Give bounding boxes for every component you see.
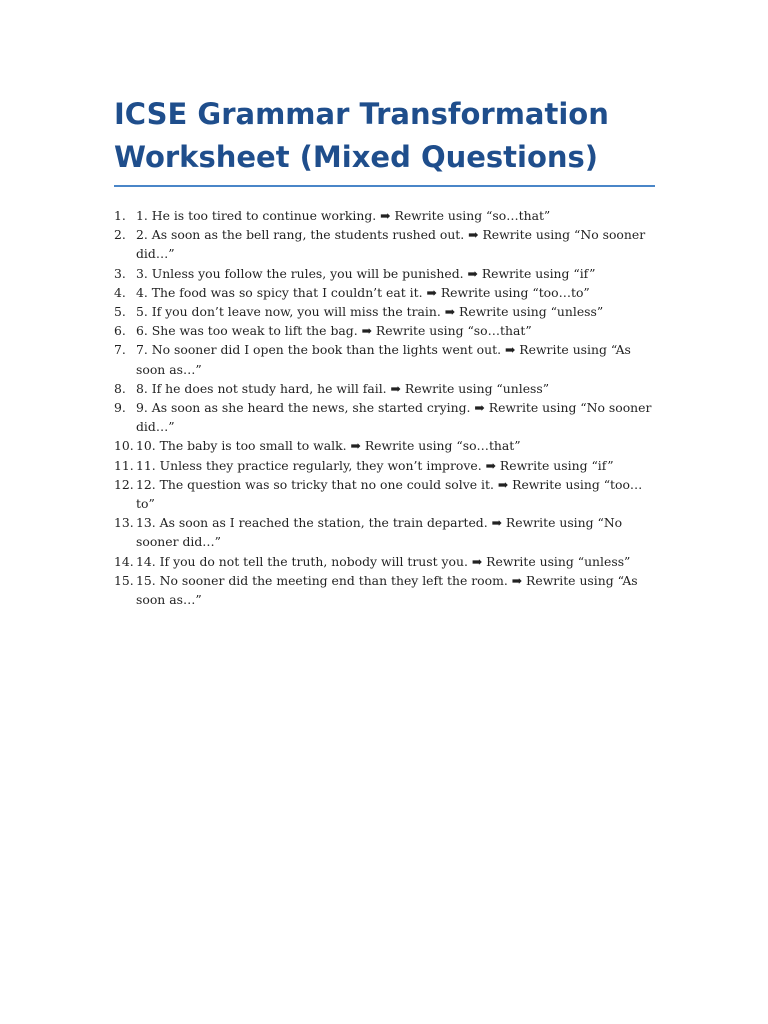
question-item [114,283,655,302]
question-number: 9. [114,400,126,416]
question-number: 10. [114,438,134,454]
question-number: 1. [114,208,126,223]
question-number: 8. [114,380,126,396]
question-text: 10. The baby is too small to walk. ➡ Rewrite using “so…that” [136,438,521,454]
question-text: 12. The question was so tricky that no one could solve it. ➡ Rewrite using “too…to” [136,476,643,512]
worksheet-page [114,93,655,609]
question-item [114,225,655,263]
question-text: 9. As soon as she heard the news, she started crying. ➡ Rewrite using “No sooner did…” [136,400,652,435]
question-text: 11. Unless they practice regularly, they won’t improve. ➡ Rewrite using “if” [136,457,614,473]
question-text: 3. Unless you follow the rules, you will be punished. ➡ Rewrite using “if” [136,265,596,281]
question-list [114,206,655,609]
question-item [114,321,655,340]
question-number: 14. [114,553,134,569]
question-text: 8. If he does not study hard, he will fail. ➡ Rewrite using “unless” [136,380,550,396]
question-item [114,456,655,475]
question-text: 5. If you don’t leave now, you will miss the train. ➡ Rewrite using “unless” [136,304,604,320]
question-number: 12. [114,476,134,492]
question-text: 1. He is too tired to continue working. ➡ Rewrite using “so…that” [136,208,551,223]
question-number: 4. [114,284,126,300]
question-item [114,475,655,513]
question-text: 13. As soon as I reached the station, the train departed. ➡ Rewrite using “No sooner did…” [136,515,623,550]
question-item [114,379,655,398]
question-number: 6. [114,323,126,339]
question-number: 15. [114,572,134,588]
question-number: 2. [114,227,126,243]
question-text: 2. As soon as the bell rang, the students rushed out. ➡ Rewrite using “No sooner did…” [136,227,646,262]
question-item [114,436,655,455]
question-item [114,302,655,321]
question-text: 15. No sooner did the meeting end than they left the room. ➡ Rewrite using “As soon as…” [136,572,638,608]
question-item [114,571,655,609]
question-number: 5. [114,304,126,320]
question-text: 7. No sooner did I open the book than the lights went out. ➡ Rewrite using “As soon as…” [136,342,631,377]
question-item [114,340,655,378]
question-number: 7. [114,342,126,358]
question-item [114,552,655,571]
question-text: 6. She was too weak to lift the bag. ➡ Rewrite using “so…that” [136,323,532,339]
question-number: 11. [114,457,134,473]
question-number: 3. [114,265,126,281]
question-number: 13. [114,515,134,531]
worksheet-title: ICSE Grammar Transformation Worksheet (Mixed Questions) [114,93,655,187]
question-text: 14. If you do not tell the truth, nobody will trust you. ➡ Rewrite using “unless” [136,553,631,569]
question-text: 4. The food was so spicy that I couldn’t eat it. ➡ Rewrite using “too…to” [136,284,590,300]
question-item [114,206,655,225]
question-item [114,398,655,436]
question-item [114,264,655,283]
question-item [114,513,655,551]
